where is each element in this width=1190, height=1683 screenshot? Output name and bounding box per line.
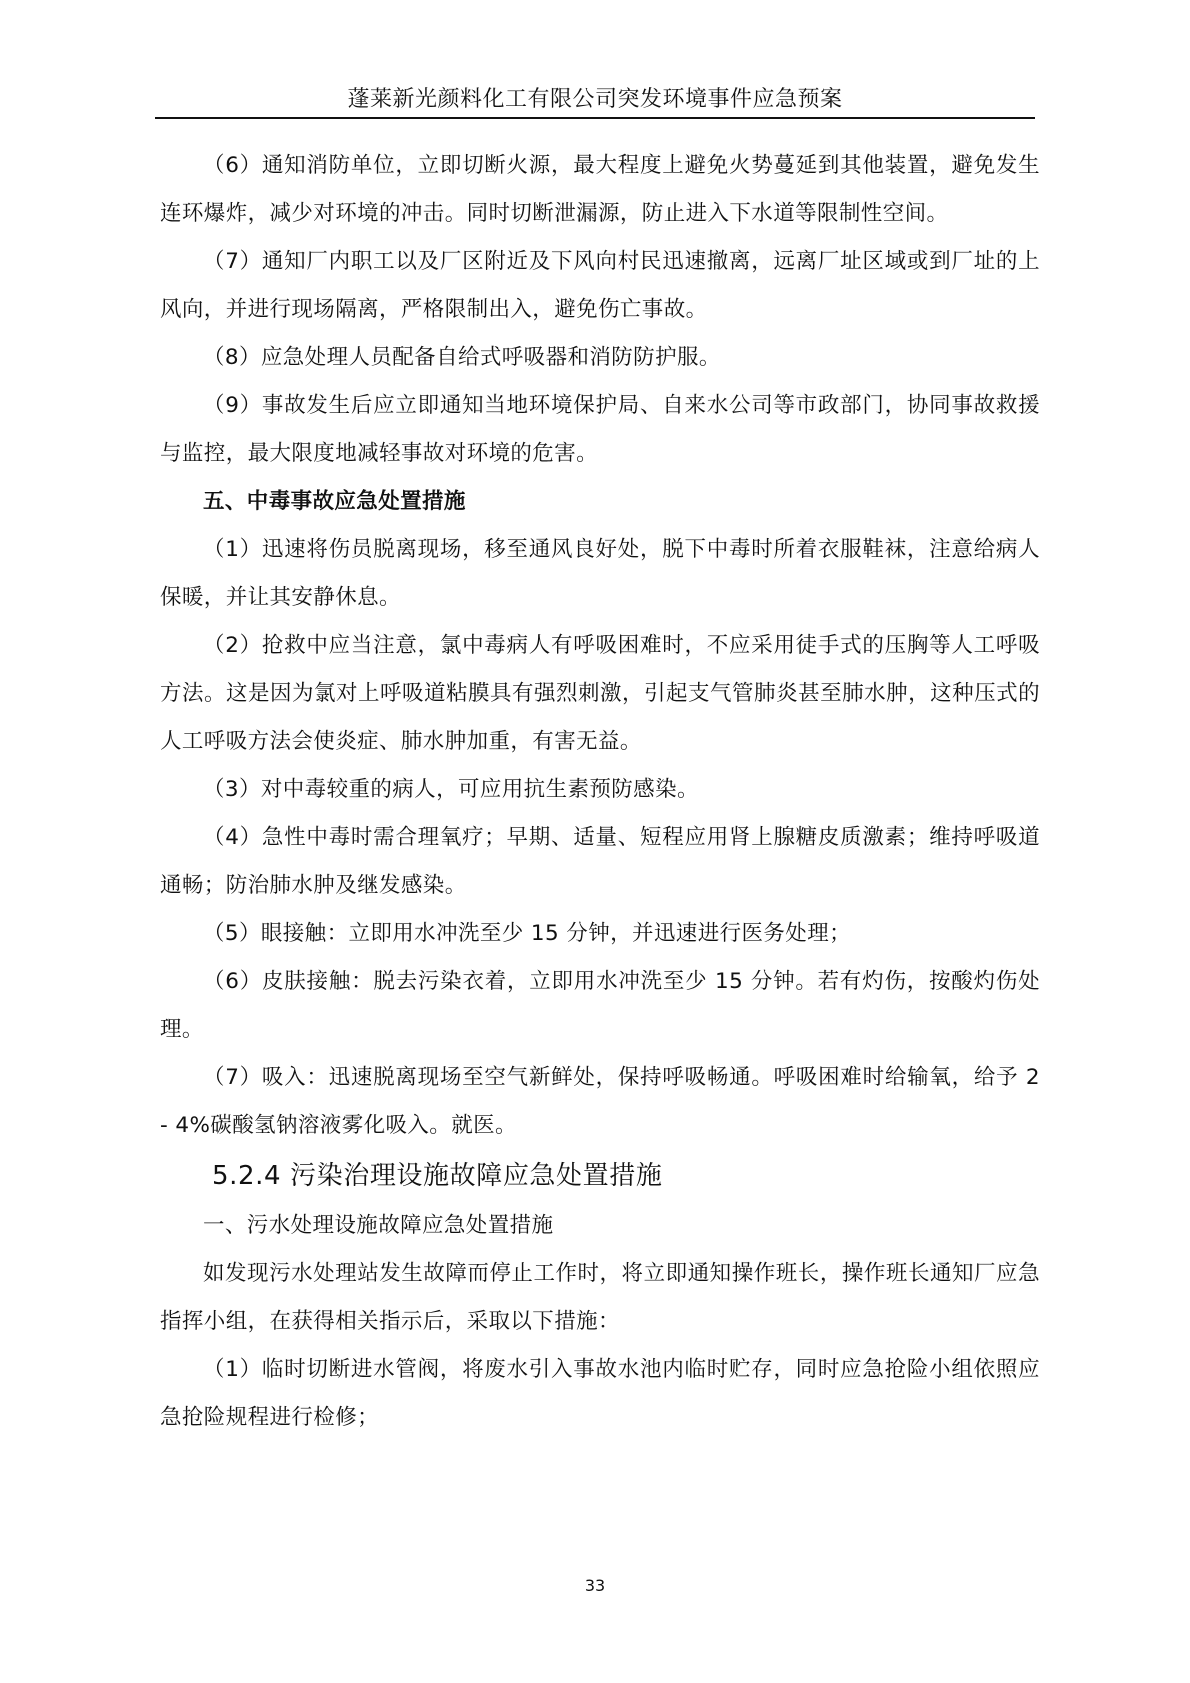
poisoning-item-5: （5）眼接触：立即用水冲洗至少 15 分钟，并迅速进行医务处理； [203, 921, 852, 946]
paragraph-item-6: （6）通知消防单位，立即切断火源，最大程度上避免火势蔓延到其他装置，避免发生连环爆炸，减少对环境的冲击。同时切断泄漏源，防止进入下水道等限制性空间。 [160, 153, 1040, 226]
page-header [155, 84, 1035, 120]
subheading-wastewater-facility: 一、污水处理设施故障应急处置措施 [203, 1213, 554, 1238]
wastewater-item-1: （1）临时切断进水管阀，将废水引入事故水池内临时贮存，同时应急抢险小组依照应急抢险规程进行检修； [160, 1357, 1040, 1430]
subsection-heading-5-2-4: 5.2.4 污染治理设施故障应急处置措施 [212, 1161, 663, 1191]
header-divider [155, 117, 1035, 119]
poisoning-item-6: （6）皮肤接触：脱去污染衣着，立即用水冲洗至少 15 分钟。若有灼伤，按酸灼伤处理。 [160, 969, 1040, 1042]
wastewater-intro-paragraph: 如发现污水处理站发生故障而停止工作时，将立即通知操作班长，操作班长通知厂应急指挥小组，在获得相关指示后，采取以下措施： [160, 1261, 1040, 1334]
section-heading-poisoning: 五、中毒事故应急处置措施 [203, 489, 466, 514]
paragraph-item-8: （8）应急处理人员配备自给式呼吸器和消防防护服。 [203, 345, 721, 370]
poisoning-item-2: （2）抢救中应当注意，氯中毒病人有呼吸困难时，不应采用徒手式的压胸等人工呼吸方法。这是因为氯对上呼吸道粘膜具有强烈刺激，引起支气管肺炎甚至肺水肿，这种压式的人工呼吸方法会使炎症、肺水肿加重，有害无益。 [160, 633, 1040, 754]
page-number: 33 [584, 1576, 606, 1595]
poisoning-item-4: （4）急性中毒时需合理氧疗；早期、适量、短程应用肾上腺糖皮质激素；维持呼吸道通畅；防治肺水肿及继发感染。 [160, 825, 1040, 898]
paragraph-item-7: （7）通知厂内职工以及厂区附近及下风向村民迅速撤离，远离厂址区域或到厂址的上风向，并进行现场隔离，严格限制出入，避免伤亡事故。 [160, 249, 1040, 322]
poisoning-item-7: （7）吸入：迅速脱离现场至空气新鲜处，保持呼吸畅通。呼吸困难时给输氧，给予 2 - 4%碳酸氢钠溶液雾化吸入。就医。 [160, 1065, 1040, 1138]
paragraph-item-9: （9）事故发生后应立即通知当地环境保护局、自来水公司等市政部门，协同事故救援与监控，最大限度地减轻事故对环境的危害。 [160, 393, 1040, 466]
document-title: 蓬莱新光颜料化工有限公司突发环境事件应急预案 [347, 87, 843, 112]
page-body [160, 142, 1040, 1442]
poisoning-item-3: （3）对中毒较重的病人，可应用抗生素预防感染。 [203, 777, 699, 802]
poisoning-item-1: （1）迅速将伤员脱离现场，移至通风良好处，脱下中毒时所着衣服鞋袜，注意给病人保暖，并让其安静休息。 [160, 537, 1040, 610]
